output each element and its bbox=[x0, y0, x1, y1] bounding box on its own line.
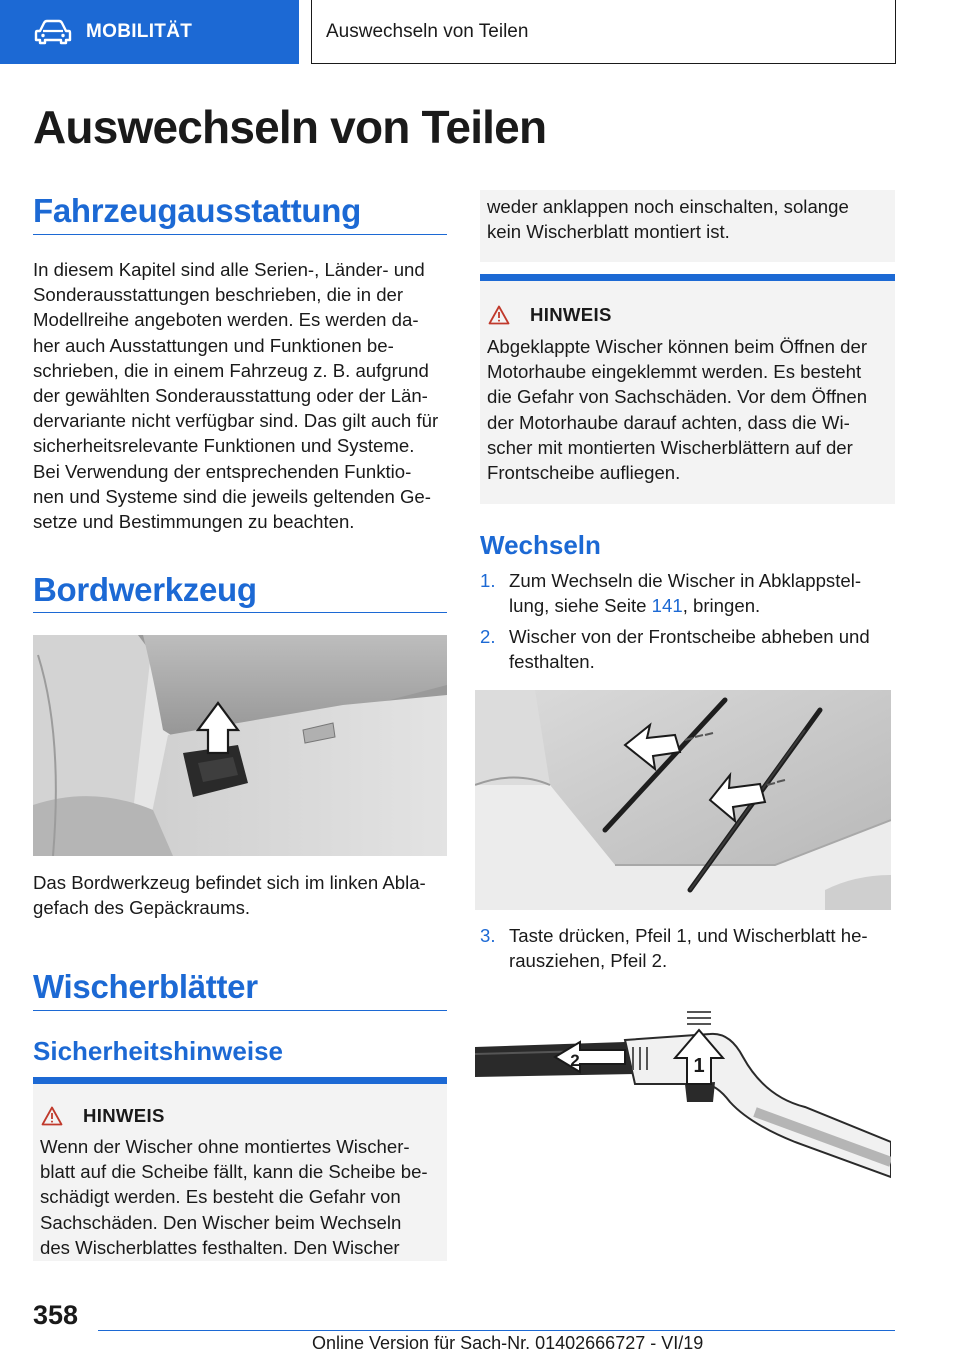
text-line: nen und Systeme sind die jeweils geltenden Ge- bbox=[33, 485, 431, 507]
heading-bordwerkzeug: Bordwerkzeug bbox=[33, 571, 257, 608]
text-line: Bei Verwendung der entsprechenden Funktio- bbox=[33, 460, 412, 482]
fahrzeug-paragraph bbox=[33, 257, 447, 534]
text-line: Sachschäden. Den Wischer beim Wechseln bbox=[40, 1211, 402, 1233]
car-icon bbox=[34, 19, 72, 45]
text-line: Zum Wechseln die Wischer in Abklappstel- bbox=[509, 570, 862, 591]
note-header bbox=[41, 1105, 165, 1127]
page-number: 358 bbox=[33, 1300, 79, 1330]
text-line: rausziehen, Pfeil 2. bbox=[509, 950, 668, 972]
note-accent-bar bbox=[33, 1077, 447, 1084]
text-line: gefach des Gepäckraums. bbox=[33, 897, 251, 919]
text-line: In diesem Kapitel sind alle Serien-, Länder- und bbox=[33, 259, 425, 280]
step-text bbox=[509, 624, 870, 674]
page-reference-link[interactable]: 141 bbox=[651, 595, 683, 617]
text-line: Wischer von der Frontscheibe abheben und bbox=[509, 626, 870, 647]
note-label: HINWEIS bbox=[83, 1105, 165, 1126]
heading-rule bbox=[33, 234, 447, 235]
text-line: der Motorhaube darauf achten, dass die Wi- bbox=[487, 411, 850, 433]
footer-rule bbox=[98, 1330, 895, 1331]
note-accent-bar bbox=[480, 274, 895, 281]
text-line: der gewählten Sonderausstattung oder der Län- bbox=[33, 385, 428, 407]
text-fragment: , bringen. bbox=[682, 595, 761, 617]
step-2 bbox=[480, 624, 895, 676]
text-line: kein Wischerblatt montiert ist. bbox=[487, 221, 730, 243]
heading-wischerblaetter: Wischerblätter bbox=[33, 968, 258, 1005]
step-text bbox=[509, 568, 861, 618]
heading-sicherheitshinweise: Sicherheitshinweise bbox=[33, 1036, 283, 1066]
text-line: des Wischerblattes festhalten. Den Wischer bbox=[40, 1236, 400, 1258]
wiper-blade-illustration bbox=[475, 1002, 891, 1208]
footer-text: Online Version für Sach-Nr. 01402666727 - VI/19 bbox=[312, 1333, 704, 1353]
note-header bbox=[488, 304, 612, 326]
step-3 bbox=[480, 923, 895, 975]
arrow-label-1: 1 bbox=[693, 1055, 705, 1077]
step-number: 3. bbox=[480, 925, 496, 946]
step-1 bbox=[480, 568, 895, 620]
heading-rule bbox=[33, 612, 447, 613]
heading-wechseln: Wechseln bbox=[480, 530, 601, 560]
text-line: Frontscheibe aufliegen. bbox=[487, 462, 681, 484]
chapter-label: Auswechseln von Teilen bbox=[326, 20, 529, 42]
text-fragment: lung, siehe Seite bbox=[509, 595, 652, 617]
text-line: die Gefahr von Sachschäden. Vor dem Öffnen bbox=[487, 386, 868, 408]
figure-wiper-blade-release bbox=[475, 1002, 891, 1208]
chapter-tab[interactable] bbox=[311, 0, 896, 64]
bordwerkzeug-paragraph bbox=[33, 870, 447, 920]
warning-triangle-icon bbox=[488, 305, 510, 325]
heading-fahrzeugausstattung: Fahrzeugausstattung bbox=[33, 192, 361, 229]
step-text bbox=[509, 923, 868, 973]
step-number: 1. bbox=[480, 570, 496, 591]
text-line: dervariante nicht verfügbar sind. Das gilt auch für bbox=[33, 410, 439, 432]
arrow-label-2: 2 bbox=[570, 1051, 580, 1070]
figure-wipers-windshield bbox=[475, 690, 891, 910]
text-line: Sonderausstattungen beschrieben, die in der bbox=[33, 284, 404, 306]
text-line bbox=[509, 593, 861, 618]
note-text bbox=[487, 334, 885, 485]
note-box-hinweis-2 bbox=[480, 274, 895, 504]
page-title: Auswechseln von Teilen bbox=[33, 101, 547, 153]
text-line: her auch Ausstattungen und Funktionen be- bbox=[33, 334, 394, 356]
text-line: Das Bordwerkzeug befindet sich im linken Abla- bbox=[33, 872, 426, 893]
wiper-illustration bbox=[475, 690, 891, 910]
text-line: weder anklappen noch einschalten, solange bbox=[487, 196, 849, 217]
text-line: scher mit montierten Wischerblättern auf der bbox=[487, 436, 853, 458]
warning-triangle-icon bbox=[41, 1106, 63, 1126]
section-tab-mobilitaet[interactable] bbox=[0, 0, 299, 64]
note-text bbox=[40, 1134, 437, 1260]
note-box-continuation bbox=[480, 190, 895, 262]
text-line: Motorhaube eingeklemmt werden. Es besteht bbox=[487, 361, 862, 383]
section-label: MOBILITÄT bbox=[86, 21, 193, 42]
trunk-illustration bbox=[33, 635, 447, 856]
text-line: sicherheitsrelevante Funktionen und Systeme. bbox=[33, 435, 415, 457]
figure-trunk-compartment bbox=[33, 635, 447, 856]
note-box-hinweis-1 bbox=[33, 1077, 447, 1261]
text-line: Wenn der Wischer ohne montiertes Wischer- bbox=[40, 1136, 410, 1157]
text-line: blatt auf die Scheibe fällt, kann die Scheibe be- bbox=[40, 1161, 428, 1183]
text-line: festhalten. bbox=[509, 651, 595, 673]
text-line: Abgeklappte Wischer können beim Öffnen der bbox=[487, 336, 868, 357]
step-number: 2. bbox=[480, 626, 496, 647]
heading-rule bbox=[33, 1010, 447, 1011]
text-line: Taste drücken, Pfeil 1, und Wischerblatt he- bbox=[509, 925, 868, 946]
text-line: schrieben, die in einem Fahrzeug z. B. aufgrund bbox=[33, 359, 429, 381]
text-line: Modellreihe angeboten werden. Es werden da- bbox=[33, 309, 419, 331]
note-text bbox=[487, 194, 885, 244]
note-label: HINWEIS bbox=[530, 304, 612, 325]
text-line: schädigt werden. Es besteht die Gefahr von bbox=[40, 1186, 401, 1208]
text-line: setze und Bestimmungen zu beachten. bbox=[33, 511, 355, 533]
